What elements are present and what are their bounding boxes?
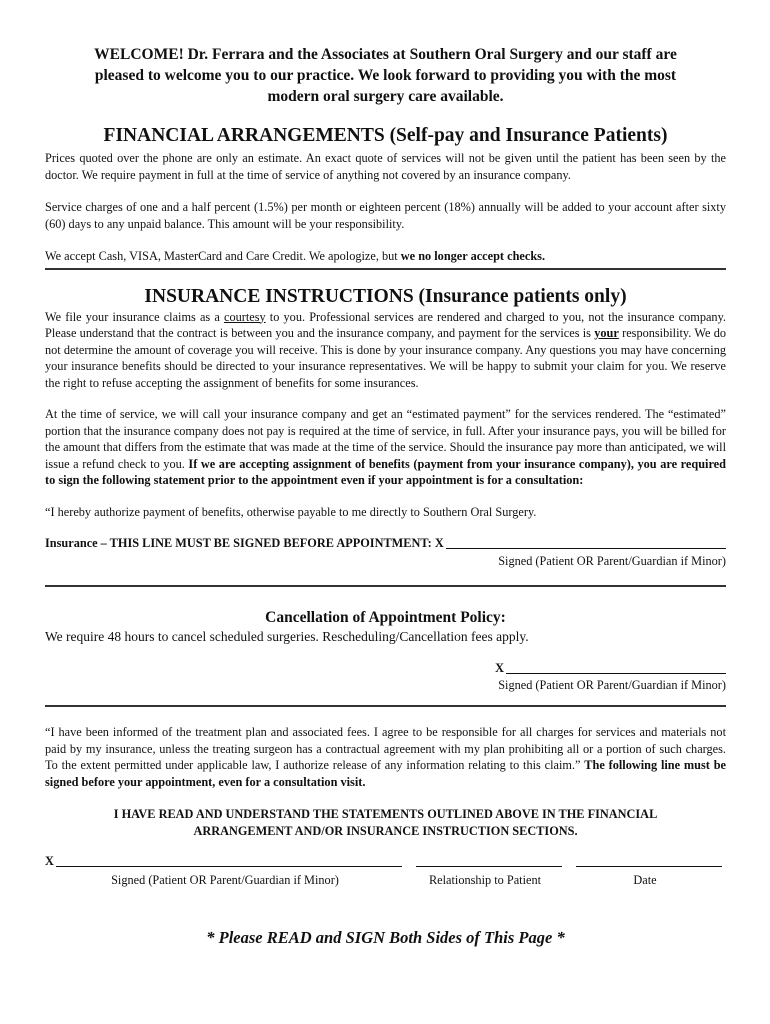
authorize-statement: “I hereby authorize payment of benefits, otherwise payable to me directly to Southern Oral Surgery. xyxy=(45,504,537,519)
divider xyxy=(45,705,726,707)
date-field[interactable] xyxy=(576,854,722,867)
welcome-line-2: pleased to welcome you to our practice. We look forward to providing you with the most xyxy=(94,67,677,84)
financial-paragraph-2: Service charges of one and a half percent (1.5%) per month or eighteen percent (18%) annually will be added to your account after sixty (60) days to any unpaid balance. This amount will be your responsibility. xyxy=(45,200,726,231)
insurance-text-b: to you. Professional services are rendered and charged to you, not the insurance company. Please understand that the contract is between you and the insurance company, and payment for the services is xyxy=(45,309,726,340)
financial-paragraph-1: Prices quoted over the phone are only an estimate. An exact quote of services will not be given until the patient has been seen by the doctor. We require payment in full at the time of service of anything not covered by an insurance company. xyxy=(45,151,726,182)
courtesy-word: courtesy xyxy=(223,309,266,324)
insurance-sign-label: Insurance – THIS LINE MUST BE SIGNED BEFORE APPOINTMENT: X xyxy=(45,536,444,550)
divider xyxy=(45,268,726,270)
agreement-text: “I have been informed of the treatment plan and associated fees. I agree to be responsible for all charges for services and materials not paid by my insurance, unless the treating surgeon has a contractual agreement with my plan prohibiting all or a portion of such charges. To the extent permitted under applicable law, I authorize release of any information relating to this claim.” xyxy=(45,725,726,772)
agreement-paragraph xyxy=(45,724,726,790)
welcome-line-3: modern oral surgery care available. xyxy=(267,88,504,105)
insurance-paragraph-2 xyxy=(45,406,726,489)
cancellation-signed-caption: Signed (Patient OR Parent/Guardian if Minor) xyxy=(498,677,726,692)
cancellation-x-mark: X xyxy=(495,660,504,675)
insurance-text-a: We file your insurance claims as a xyxy=(45,309,224,324)
insurance-paragraph-1 xyxy=(45,309,726,392)
your-word: your xyxy=(594,326,619,340)
cancellation-signature-field[interactable] xyxy=(506,661,726,674)
financial-paragraph-3 xyxy=(45,248,726,265)
final-signed-label: Signed (Patient OR Parent/Guardian if Minor) xyxy=(111,873,339,887)
no-checks-text: we no longer accept checks. xyxy=(400,249,546,263)
form-page xyxy=(45,44,726,947)
final-x-mark: X xyxy=(45,854,54,868)
cancellation-signature-line xyxy=(45,661,726,676)
estimated-payment-text: At the time of service, we will call your insurance company and get an “estimated payment” for the services rendered. The “estimated” portion that the insurance company does not pay is required at the time of service, in full. After your insurance pays, you will be billed for the amount that differs from the estimate that was made at the time of the service. Should the insurance pay more than anticipated, we will issue a refund check to you. xyxy=(45,407,726,471)
insurance-text-c: responsibility. We do not determine the amount of coverage you will receive. This is done by your insurance company. Any questions you may have concerning your insurance benefits should be directed to your insurance representatives. We will be happy to submit your claim for you. We reserve the right to refuse accepting the assignment of benefits for some insurances. xyxy=(45,326,727,390)
date-label: Date xyxy=(633,873,657,887)
welcome-line-1: WELCOME! Dr. Ferrara and the Associates at Southern Oral Surgery and our staff are xyxy=(94,46,677,63)
cancellation-text: We require 48 hours to cancel scheduled surgeries. Rescheduling/Cancellation fees apply. xyxy=(45,628,529,644)
insurance-signature-field[interactable] xyxy=(446,536,726,549)
assignment-requirement-text: If we are accepting assignment of benefits (payment from your insurance company), you are required to sign the following statement prior to the appointment even if your appointment is for a consultation: xyxy=(45,456,726,487)
final-signature-row xyxy=(45,854,726,869)
financial-heading: FINANCIAL ARRANGEMENTS (Self-pay and Insurance Patients) xyxy=(103,125,668,146)
divider xyxy=(45,585,726,587)
footer-note: * Please READ and SIGN Both Sides of This Page * xyxy=(206,928,565,947)
relationship-label: Relationship to Patient xyxy=(428,873,542,887)
insurance-heading: INSURANCE INSTRUCTIONS (Insurance patients only) xyxy=(144,285,627,307)
acknowledgement-line-1: I HAVE READ AND UNDERSTAND THE STATEMENTS OUTLINED ABOVE IN THE FINANCIAL xyxy=(113,807,658,821)
final-signature-labels xyxy=(45,873,726,888)
payment-methods-text: We accept Cash, VISA, MasterCard and Care Credit. We apologize, but xyxy=(45,249,401,263)
insurance-signature-line xyxy=(45,536,726,551)
insurance-signed-caption: Signed (Patient OR Parent/Guardian if Minor) xyxy=(498,554,726,568)
relationship-field[interactable] xyxy=(416,854,562,867)
final-signature-field[interactable] xyxy=(56,854,402,867)
acknowledgement-line-2: ARRANGEMENT AND/OR INSURANCE INSTRUCTION SECTIONS. xyxy=(193,823,578,838)
cancellation-heading: Cancellation of Appointment Policy: xyxy=(265,608,506,626)
agreement-sign-requirement: The following line must be signed before your appointment, even for a consultation visit. xyxy=(45,758,726,789)
welcome-message xyxy=(45,44,726,107)
